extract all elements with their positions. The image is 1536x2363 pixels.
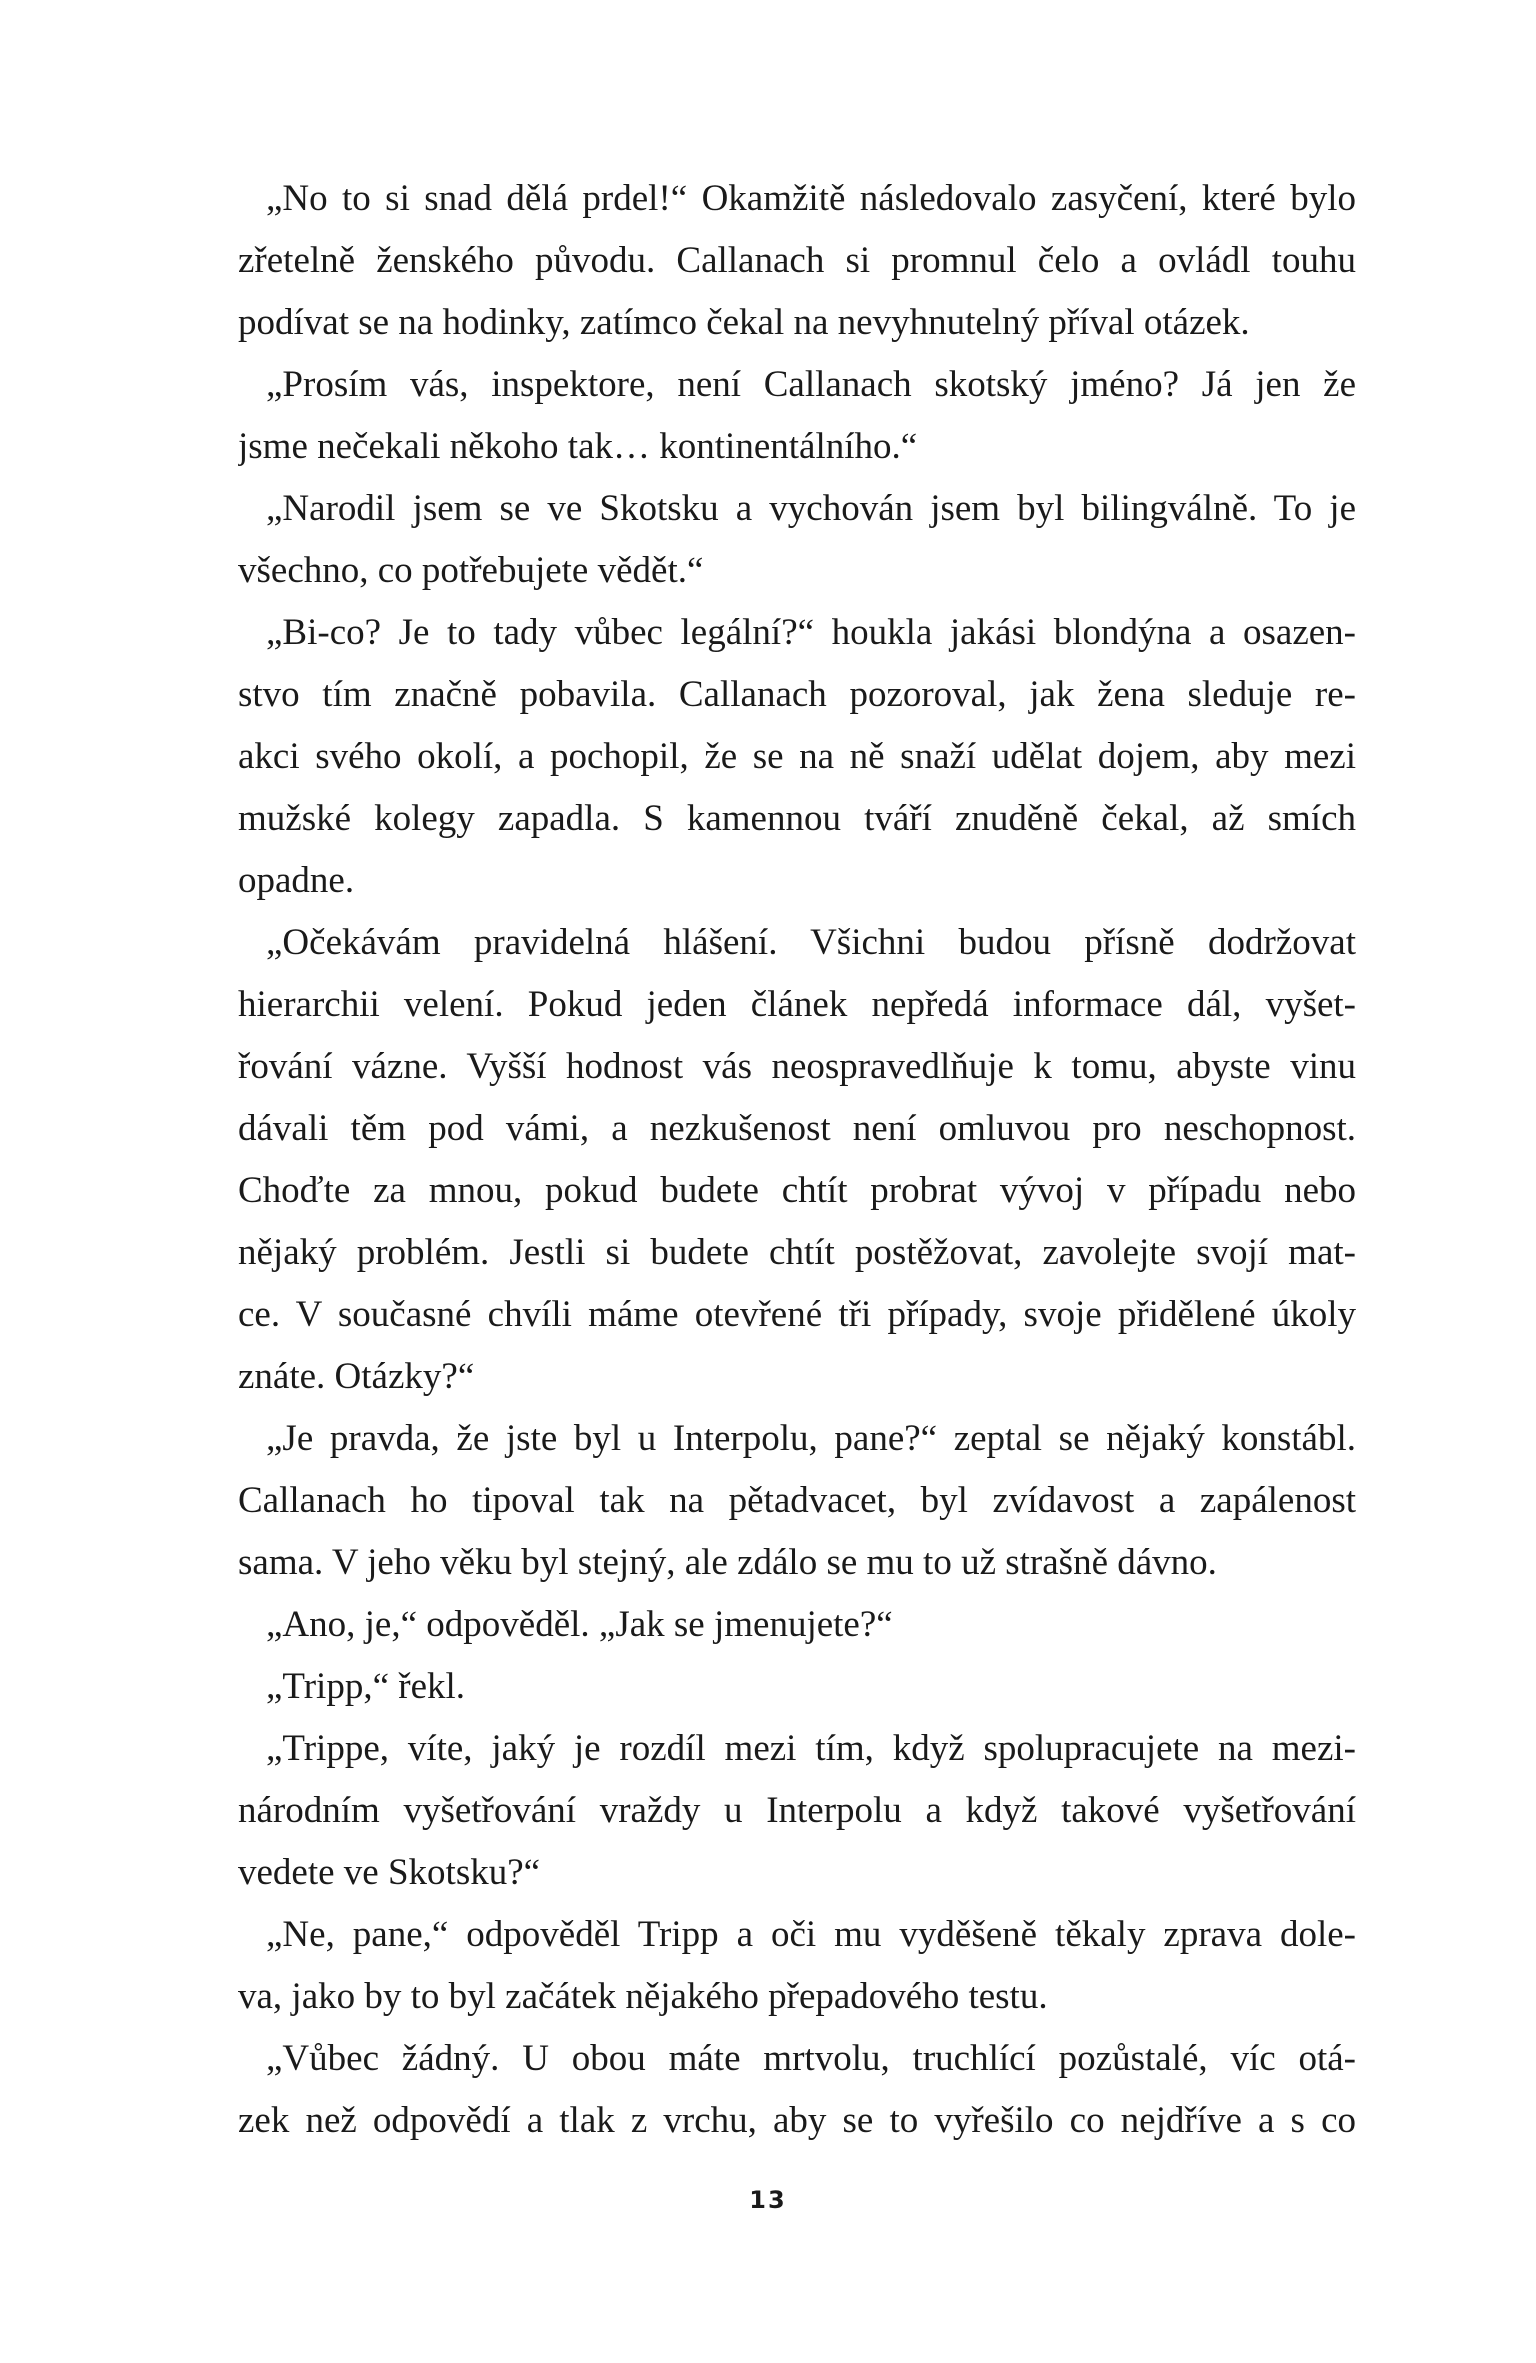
- text-line: hierarchii velení. Pokud jeden článek nepředá informace dál, vyšet-: [238, 984, 1356, 1025]
- text-line: „Tripp,“ řekl.: [266, 1666, 466, 1707]
- text-line: Callanach ho tipoval tak na pětadvacet, byl zvídavost a zapálenost: [238, 1480, 1356, 1521]
- text-line: „Vůbec žádný. U obou máte mrtvolu, truchlící pozůstalé, víc otá-: [266, 2038, 1356, 2079]
- text-line: „Ano, je,“ odpověděl. „Jak se jmenujete?“: [266, 1604, 893, 1645]
- text-line: nějaký problém. Jestli si budete chtít postěžovat, zavolejte svojí mat-: [238, 1232, 1356, 1273]
- text-line: akci svého okolí, a pochopil, že se na ně snaží udělat dojem, aby mezi: [238, 736, 1356, 777]
- text-line: dávali těm pod vámi, a nezkušenost není omluvou pro neschopnost.: [238, 1108, 1356, 1149]
- text-line: znáte. Otázky?“: [238, 1356, 475, 1397]
- text-line: va, jako by to byl začátek nějakého přepadového testu.: [238, 1976, 1048, 2017]
- text-line: Choďte za mnou, pokud budete chtít probrat vývoj v případu nebo: [238, 1170, 1356, 1211]
- text-line: „Bi-co? Je to tady vůbec legální?“ houkla jakási blondýna a osazen-: [266, 612, 1356, 653]
- text-line: řování vázne. Vyšší hodnost vás neospravedlňuje k tomu, abyste vinu: [238, 1046, 1356, 1087]
- text-line: zřetelně ženského původu. Callanach si promnul čelo a ovládl touhu: [238, 240, 1356, 281]
- text-line: ce. V současné chvíli máme otevřené tři případy, svoje přidělené úkoly: [238, 1294, 1356, 1335]
- text-line: mužské kolegy zapadla. S kamennou tváří znuděně čekal, až smích: [238, 798, 1356, 839]
- text-line: „Trippe, víte, jaký je rozdíl mezi tím, když spolupracujete na mezi-: [266, 1728, 1356, 1769]
- text-line: jsme nečekali někoho tak… kontinentálního.“: [238, 426, 918, 467]
- text-line: podívat se na hodinky, zatímco čekal na nevyhnutelný příval otázek.: [238, 302, 1250, 343]
- text-line: „Prosím vás, inspektore, není Callanach skotský jméno? Já jen že: [266, 364, 1356, 405]
- text-line: „Očekávám pravidelná hlášení. Všichni budou přísně dodržovat: [266, 922, 1356, 963]
- text-line: „No to si snad dělá prdel!“ Okamžitě následovalo zasyčení, které bylo: [266, 178, 1356, 219]
- text-line: zek než odpovědí a tlak z vrchu, aby se to vyřešilo co nejdříve a s co: [238, 2100, 1356, 2141]
- text-line: stvo tím značně pobavila. Callanach pozoroval, jak žena sleduje re-: [238, 674, 1356, 715]
- page-number: 13: [749, 2186, 787, 2214]
- text-line: vedete ve Skotsku?“: [238, 1852, 541, 1893]
- text-line: sama. V jeho věku byl stejný, ale zdálo se mu to už strašně dávno.: [238, 1542, 1217, 1583]
- text-line: „Je pravda, že jste byl u Interpolu, pane?“ zeptal se nějaký konstábl.: [266, 1418, 1356, 1459]
- text-line: opadne.: [238, 860, 355, 901]
- text-line: „Ne, pane,“ odpověděl Tripp a oči mu vyděšeně těkaly zprava dole-: [266, 1914, 1356, 1955]
- text-line: „Narodil jsem se ve Skotsku a vychován jsem byl bilingválně. To je: [266, 488, 1356, 529]
- body-text: [238, 168, 1356, 2152]
- text-line: všechno, co potřebujete vědět.“: [238, 550, 704, 591]
- text-line: národním vyšetřování vraždy u Interpolu a když takové vyšetřování: [238, 1790, 1356, 1831]
